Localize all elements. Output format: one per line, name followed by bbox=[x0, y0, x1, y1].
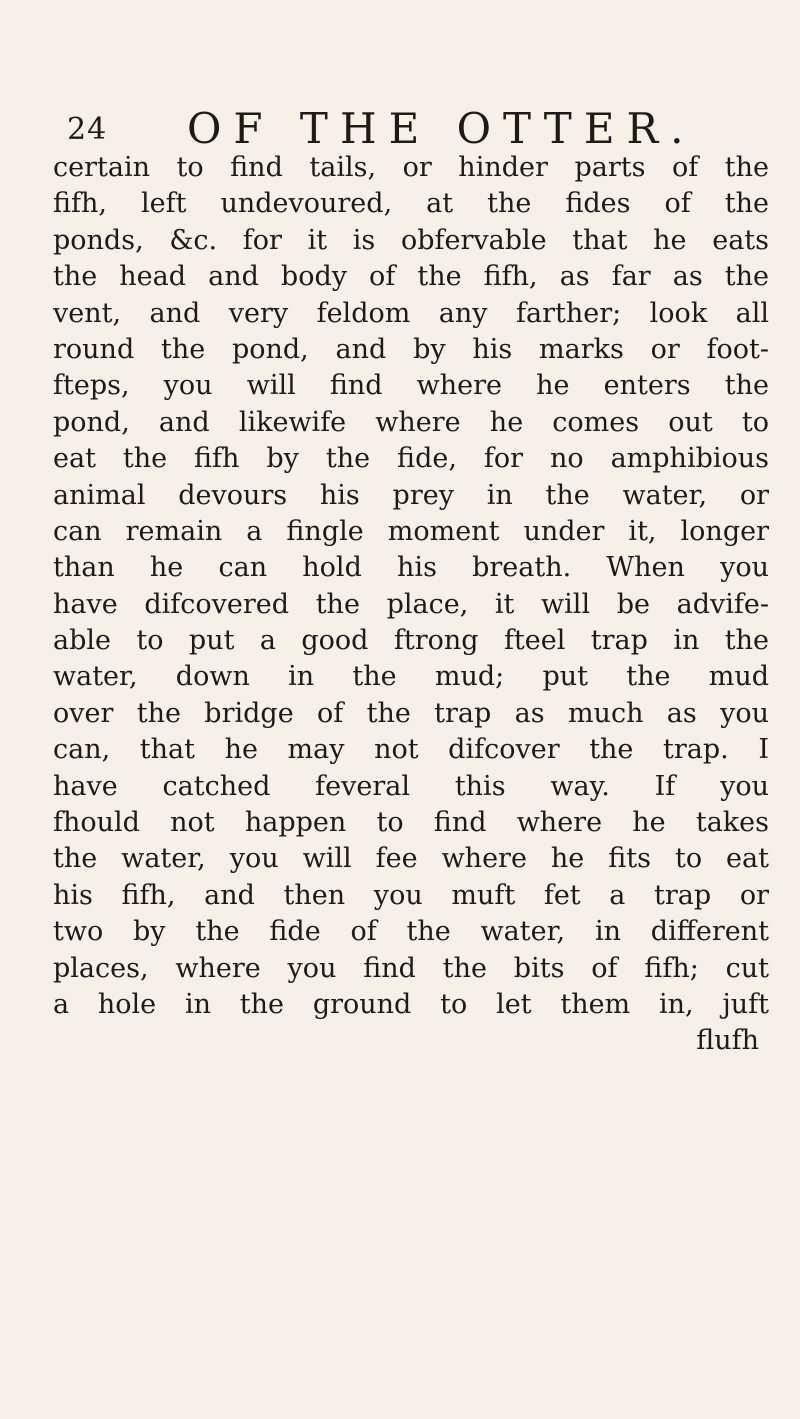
text-line: fhould not happen to find where he takes bbox=[53, 807, 769, 839]
text-line: places, where you find the bits of fifh; cut bbox=[53, 952, 769, 984]
text-line: a hole in the ground to let them in, juft bbox=[53, 988, 769, 1020]
text-line: two by the fide of the water, in different bbox=[53, 916, 769, 948]
text-line: fifh, left undevoured, at the fides of the bbox=[53, 188, 769, 220]
text-line: can remain a fingle moment under it, longer bbox=[53, 515, 769, 547]
text-line: certain to find tails, or hinder parts of the bbox=[53, 152, 769, 183]
text-line: have catched feveral this way. If you bbox=[53, 770, 769, 802]
text-line: have difcovered the place, it will be advife- bbox=[53, 588, 769, 620]
text-line: than he can hold his breath. When you bbox=[53, 552, 769, 584]
text-line: the head and body of the fifh, as far as the bbox=[53, 261, 769, 293]
text-line: water, down in the mud; put the mud bbox=[53, 661, 769, 693]
text-line: over the bridge of the trap as much as you bbox=[53, 697, 769, 729]
text-line: his fifh, and then you muft fet a trap or bbox=[53, 879, 769, 911]
page-header bbox=[67, 104, 767, 154]
text-line: able to put a good ftrong fteel trap in the bbox=[53, 625, 769, 657]
page-number: 24 bbox=[67, 112, 108, 147]
text-line: the water, you will fee where he fits to eat bbox=[53, 843, 769, 875]
text-line: can, that he may not difcover the trap. I bbox=[53, 734, 769, 766]
text-line: pond, and likewife where he comes out to bbox=[53, 406, 769, 438]
text-line: vent, and very feldom any farther; look all bbox=[53, 297, 769, 329]
text-line: round the pond, and by his marks or foot- bbox=[53, 333, 769, 365]
running-title: OF THE OTTER. bbox=[187, 104, 696, 153]
text-line: fteps, you will find where he enters the bbox=[53, 370, 769, 402]
text-line: ponds, &c. for it is obfervable that he eats bbox=[53, 224, 769, 256]
text-line: animal devours his prey in the water, or bbox=[53, 479, 769, 511]
catchword: flufh bbox=[696, 1025, 759, 1057]
body-text bbox=[53, 150, 769, 1060]
text-line: eat the fifh by the fide, for no amphibious bbox=[53, 443, 769, 475]
